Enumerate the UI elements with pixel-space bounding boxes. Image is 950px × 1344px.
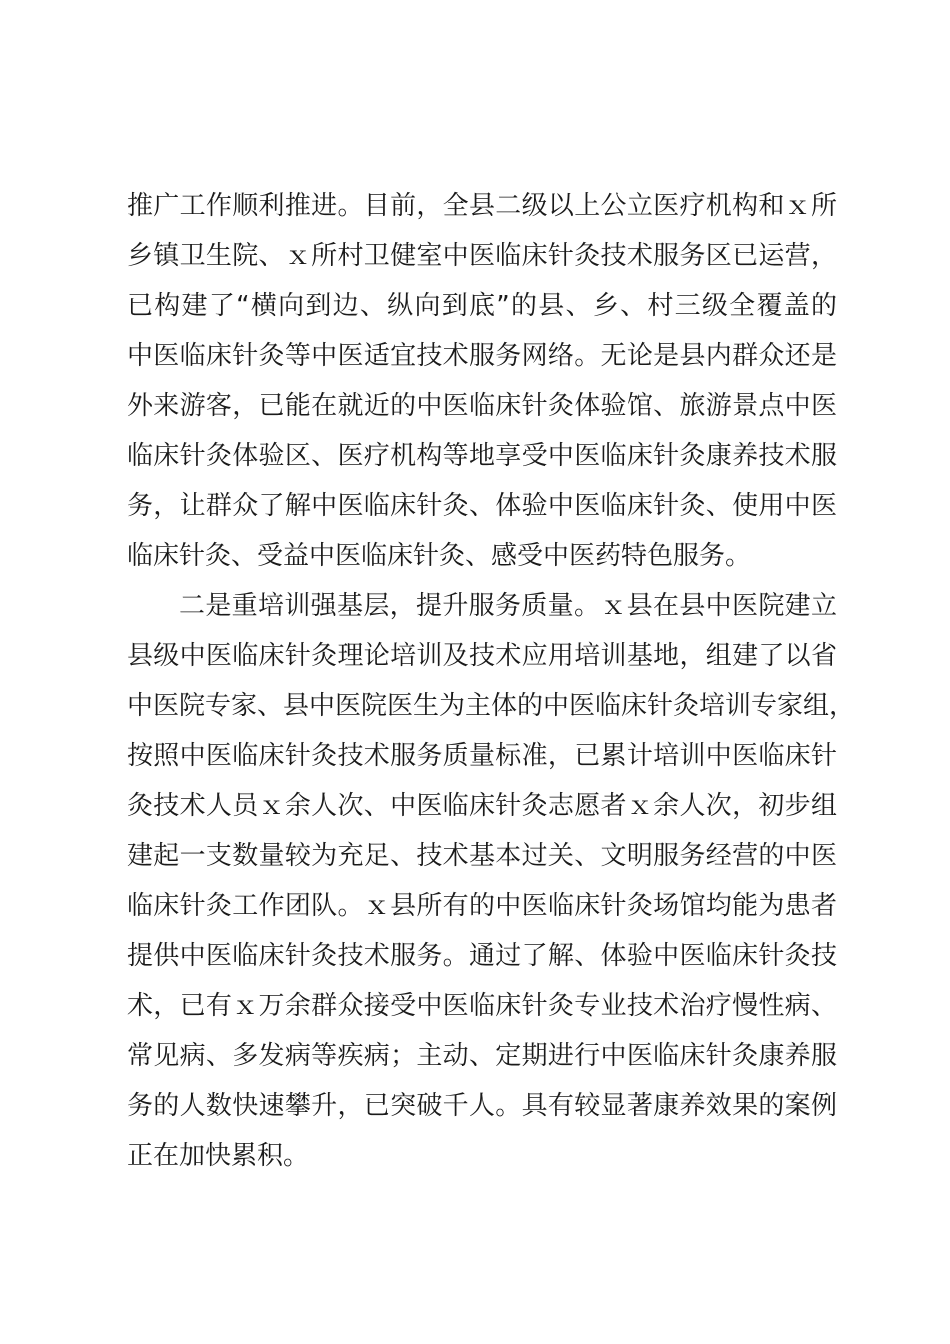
text-line: 推广工作顺利推进。目前，全县二级以上公立医疗机构和ｘ所 <box>127 191 837 221</box>
text-line: 二是重培训强基层，提升服务质量。ｘ县在县中医院建立 <box>179 591 837 621</box>
text-line: 临床针灸工作团队。ｘ县所有的中医临床针灸场馆均能为患者 <box>127 891 837 921</box>
text-line: 务，让群众了解中医临床针灸、体验中医临床针灸、使用中医 <box>127 491 837 521</box>
text-line: 务的人数快速攀升，已突破千人。具有较显著康养效果的案例 <box>127 1091 837 1121</box>
text-line: 县级中医临床针灸理论培训及技术应用培训基地，组建了以省 <box>127 641 837 671</box>
text-line: 外来游客，已能在就近的中医临床针灸体验馆、旅游景点中医 <box>127 391 837 421</box>
text-line: 临床针灸体验区、医疗机构等地享受中医临床针灸康养技术服 <box>127 441 837 471</box>
text-line: 临床针灸、受益中医临床针灸、感受中医药特色服务。 <box>127 541 752 571</box>
text-line: 提供中医临床针灸技术服务。通过了解、体验中医临床针灸技 <box>127 941 837 971</box>
text-line: 已构建了“横向到边、纵向到底”的县、乡、村三级全覆盖的 <box>127 291 837 321</box>
text-line: 常见病、多发病等疾病；主动、定期进行中医临床针灸康养服 <box>127 1041 837 1071</box>
text-line: 乡镇卫生院、ｘ所村卫健室中医临床针灸技术服务区已运营， <box>127 241 837 271</box>
text-line: 中医临床针灸等中医适宜技术服务网络。无论是县内群众还是 <box>127 341 837 371</box>
text-line: 中医院专家、县中医院医生为主体的中医临床针灸培训专家组， <box>127 691 856 721</box>
text-line: 建起一支数量较为充足、技术基本过关、文明服务经营的中医 <box>127 841 837 871</box>
text-line: 正在加快累积。 <box>127 1141 310 1171</box>
paragraph-1 <box>127 181 837 581</box>
text-line: 术，已有ｘ万余群众接受中医临床针灸专业技术治疗慢性病、 <box>127 991 837 1021</box>
paragraph-2 <box>127 581 856 1181</box>
text-line: 灸技术人员ｘ余人次、中医临床针灸志愿者ｘ余人次，初步组 <box>127 791 837 821</box>
text-line: 按照中医临床针灸技术服务质量标准，已累计培训中医临床针 <box>127 741 837 771</box>
